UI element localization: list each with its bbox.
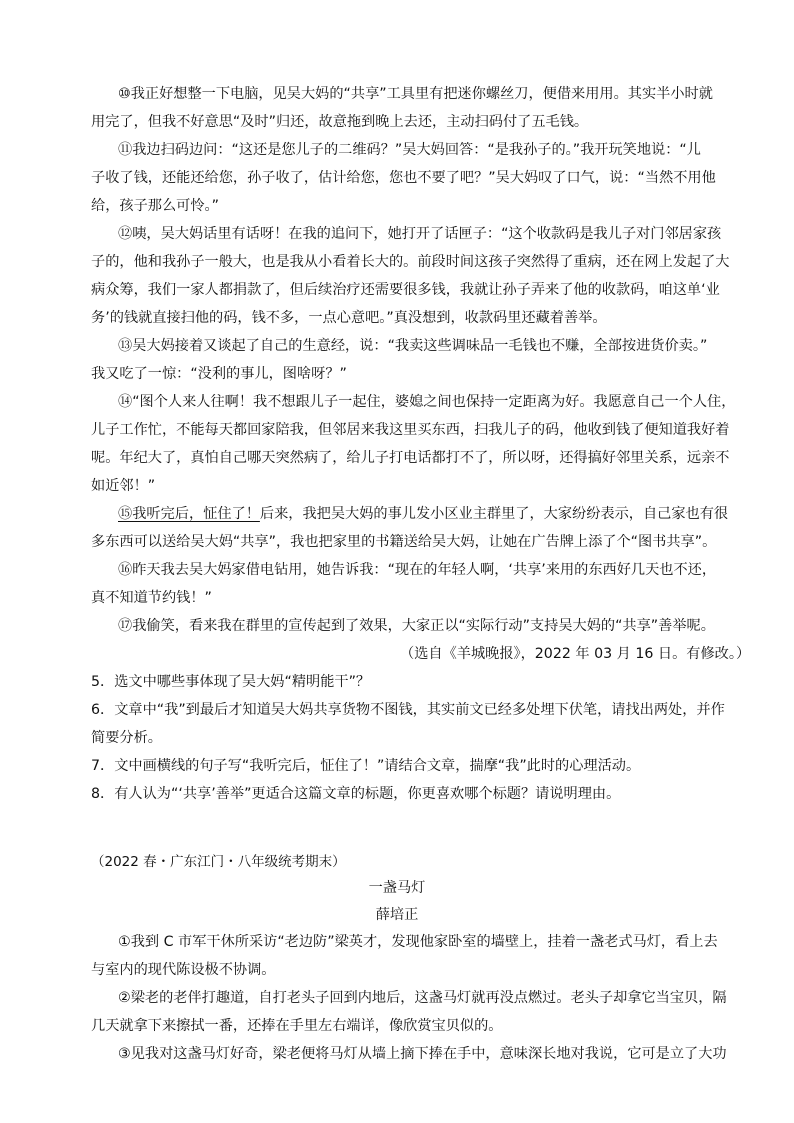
underlined-sentence: ⑮我听完后，怔住了！ [118, 506, 260, 522]
paragraph-15-line-2: 多东西可以送给吴大妈“共享”，我也把家里的书籍送给吴大妈，让她在广告牌上添了个“图书共享”。 [91, 534, 717, 550]
question-5: 5．选文中哪些事体现了吴大妈“精明能干”？ [91, 674, 371, 690]
paragraph-15-line-1 [118, 500, 728, 528]
second-text-title: 一盏马灯 [368, 880, 426, 896]
paragraph-11-line-2: 子收了钱，还能还给您，孙子收了，估计给您，您也不要了吧？”吴大妈叹了口气，说：“当然不用他 [91, 170, 716, 186]
second-text-p1-line-2: 与室内的现代陈设极不协调。 [91, 962, 276, 978]
paragraph-12-line-3: 病众筹，我们一家人都捐款了，但后续治疗还需要很多钱，我就让孙子弄来了他的收款码，咱这单‘业 [91, 282, 720, 298]
paragraph-10-line-1: ⑩我正好想整一下电脑，见吴大妈的“共享”工具里有把迷你螺丝刀，便借来用用。其实半小时就 [118, 86, 713, 102]
exam-source: （2022 春・广东江门・八年级统考期末） [91, 854, 346, 870]
second-text-author: 薛培正 [375, 907, 419, 923]
paragraph-12-line-1: ⑫咦，吴大妈话里有话呀！在我的追问下，她打开了话匣子：“这个收款码是我儿子对门邻居家孩 [118, 226, 722, 242]
paragraph-14-line-4: 如近邻！” [91, 478, 156, 494]
paragraph-11-line-1: ⑪我边扫码边问：“这还是您儿子的二维码？”吴大妈回答：“是我孙子的。”我开玩笑地说：“儿 [118, 142, 701, 158]
second-text-p1-line-1: ①我到 C 市军干休所采访“老边防”梁英才，发现他家卧室的墙壁上，挂着一盏老式马灯，看上去 [118, 934, 718, 950]
paragraph-16-line-2: 真不知道节约钱！” [91, 590, 212, 606]
paragraph-17: ⑰我偷笑，看来我在群里的宣传起到了效果，大家正以“实际行动”支持吴大妈的“共享”善举呢。 [118, 618, 715, 634]
paragraph-13-line-2: 我又吃了一惊：“没利的事儿，图啥呀？” [91, 366, 347, 382]
second-text-p2-line-1: ②梁老的老伴打趣道，自打老头子回到内地后，这盏马灯就再没点燃过。老头子却拿它当宝贝，隔 [118, 990, 727, 1006]
paragraph-16-line-1: ⑯昨天我去吴大妈家借电钻用，她告诉我：“现在的年轻人啊，‘共享’来用的东西好几天也不还， [118, 562, 717, 578]
question-8: 8．有人认为“‘共享’善举”更适合这篇文章的标题，你更喜欢哪个标题？请说明理由。 [91, 786, 621, 802]
question-6-line-2: 简要分析。 [91, 730, 162, 746]
paragraph-14-line-1: ⑭“图个人来人往啊！我不想跟儿子一起住，婆媳之间也保持一定距离为好。我愿意自己一个人住， [118, 394, 736, 410]
article-source: （选自《羊城晚报》，2022 年 03 月 16 日。有修改。） [400, 646, 751, 662]
second-text-p3-line-1: ③见我对这盏马灯好奇，梁老便将马灯从墙上摘下捧在手中，意味深长地对我说，它可是立了大功 [118, 1046, 727, 1062]
paragraph-14-line-3: 呢。年纪大了，真怕自己哪天突然病了，给儿子打电话都打不了，所以呀，还得搞好邻里关系，远亲不 [91, 450, 730, 466]
question-6-line-1: 6．文章中“我”到最后才知道吴大妈共享货物不图钱，其实前文已经多处埋下伏笔，请找出两处，并作 [91, 702, 725, 718]
paragraph-10-line-2: 用完了，但我不好意思“及时”归还，故意拖到晚上去还，主动扫码付了五毛钱。 [91, 114, 589, 130]
paragraph-13-line-1: ⑬吴大妈接着又谈起了自己的生意经，说：“我卖这些调味品一毛钱也不赚，全部按进货价卖。” [118, 338, 708, 354]
paragraph-12-line-2: 子的，他和我孙子一般大，也是我从小看着长大的。前段时间这孩子突然得了重病，还在网上发起了大 [91, 254, 730, 270]
paragraph-11-line-3: 给，孩子那么可怜。” [91, 198, 219, 214]
paragraph-14-line-2: 儿子工作忙，不能每天都回家陪我，但邻居来我这里买东西，扫我儿子的码，他收到钱了便知道我好着 [91, 422, 730, 438]
paragraph-12-line-4: 务’的钱就直接扫他的码，钱不多，一点心意吧。”真没想到，收款码里还藏着善举。 [91, 310, 607, 326]
second-text-p2-line-2: 几天就拿下来擦拭一番，还捧在手里左右端详，像欣赏宝贝似的。 [91, 1018, 503, 1034]
question-7: 7．文中画横线的句子写“我听完后，怔住了！”请结合文章，揣摩“我”此时的心理活动。 [91, 758, 641, 774]
paragraph-15-rest: 后来，我把吴大妈的事儿发小区业主群里了，大家纷纷表示，自己家也有很 [259, 506, 729, 522]
